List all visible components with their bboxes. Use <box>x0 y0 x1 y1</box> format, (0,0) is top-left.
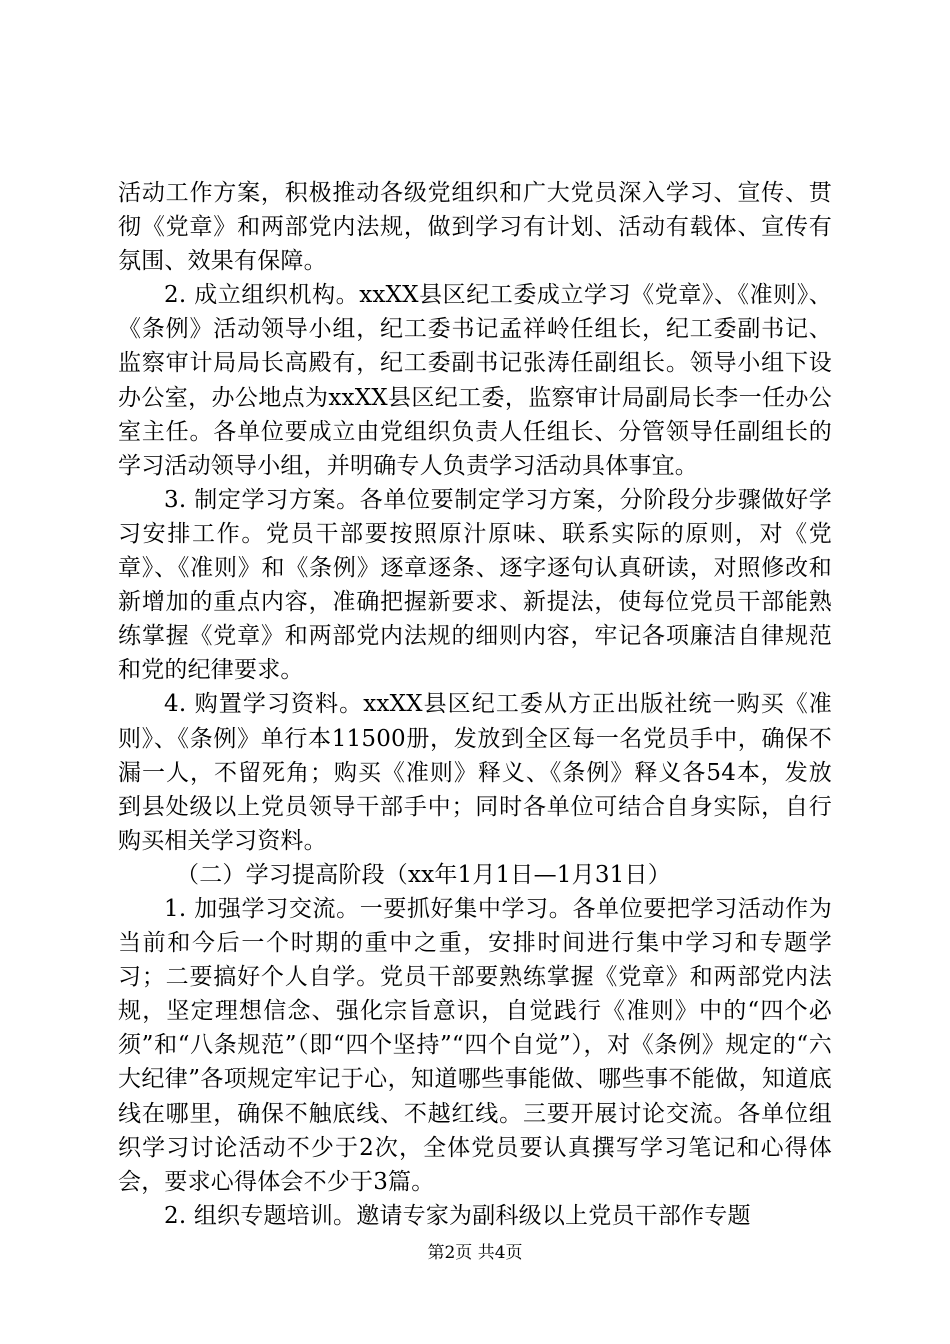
section-heading: （二）学习提高阶段（xx年1月1日—1月31日） <box>176 861 671 888</box>
paragraph-item-1: 1. 加强学习交流。一要抓好集中学习。各单位要把学习活动作为当前和今后一个时期的重中之重，安排时间进行集中学习和专题学习；二要搞好个人自学。党员干部要熟练掌握《党章》和两部党内法规，坚定理想信念、强化宗旨意识，自觉践行《准则》中的“四个必须”和“八条规范”（即“四个坚持”“四个自觉”），对《条例》规定的“六大纪律”各项规定牢记于心，知道哪些事能做、哪些事不能做，知道底线在哪里，确保不触底线、不越红线。三要开展讨论交流。各单位组织学习讨论活动不少于2次，全体党员要认真撰写学习笔记和心得体会，要求心得体会不少于3篇。 <box>118 895 832 1195</box>
paragraph-continuation: 活动工作方案，积极推动各级党组织和广大党员深入学习、宣传、贯彻《党章》和两部党内法规，做到学习有计划、活动有载体、宣传有氛围、效果有保障。 <box>118 180 832 275</box>
paragraph-item-4: 4. 购置学习资料。xxXX县区纪工委从方正出版社统一购买《准则》、《条例》单行本11500册，发放到全区每一名党员手中，确保不漏一人，不留死角；购买《准则》释义、《条例》释义各54本，发放到县处级以上党员领导干部手中；同时各单位可结合自身实际，自行购买相关学习资料。 <box>118 691 832 854</box>
paragraph-item-3: 3. 制定学习方案。各单位要制定学习方案，分阶段分步骤做好学习安排工作。党员干部要按照原汁原味、联系实际的原则，对《党章》、《准则》和《条例》逐章逐条、逐字逐句认真研读，对照修改和新增加的重点内容，准确把握新要求、新提法，使每位党员干部能熟练掌握《党章》和两部党内法规的细则内容，牢记各项廉洁自律规范和党的纪律要求。 <box>118 486 832 684</box>
page-footer: 第2页 共4页 <box>427 1243 523 1263</box>
document-body <box>118 176 832 1233</box>
paragraph-item-2-training: 2. 组织专题培训。邀请专家为副科级以上党员干部作专题 <box>164 1202 751 1229</box>
paragraph-item-2: 2. 成立组织机构。xxXX县区纪工委成立学习《党章》、《准则》、《条例》活动领导小组，纪工委书记孟祥岭任组长，纪工委副书记、监察审计局局长高殿有，纪工委副书记张涛任副组长。领导小组下设办公室，办公地点为xxXX县区纪工委，监察审计局副局长李一任办公室主任。各单位要成立由党组织负责人任组长、分管领导任副组长的学习活动领导小组，并明确专人负责学习活动具体事宜。 <box>118 282 832 479</box>
